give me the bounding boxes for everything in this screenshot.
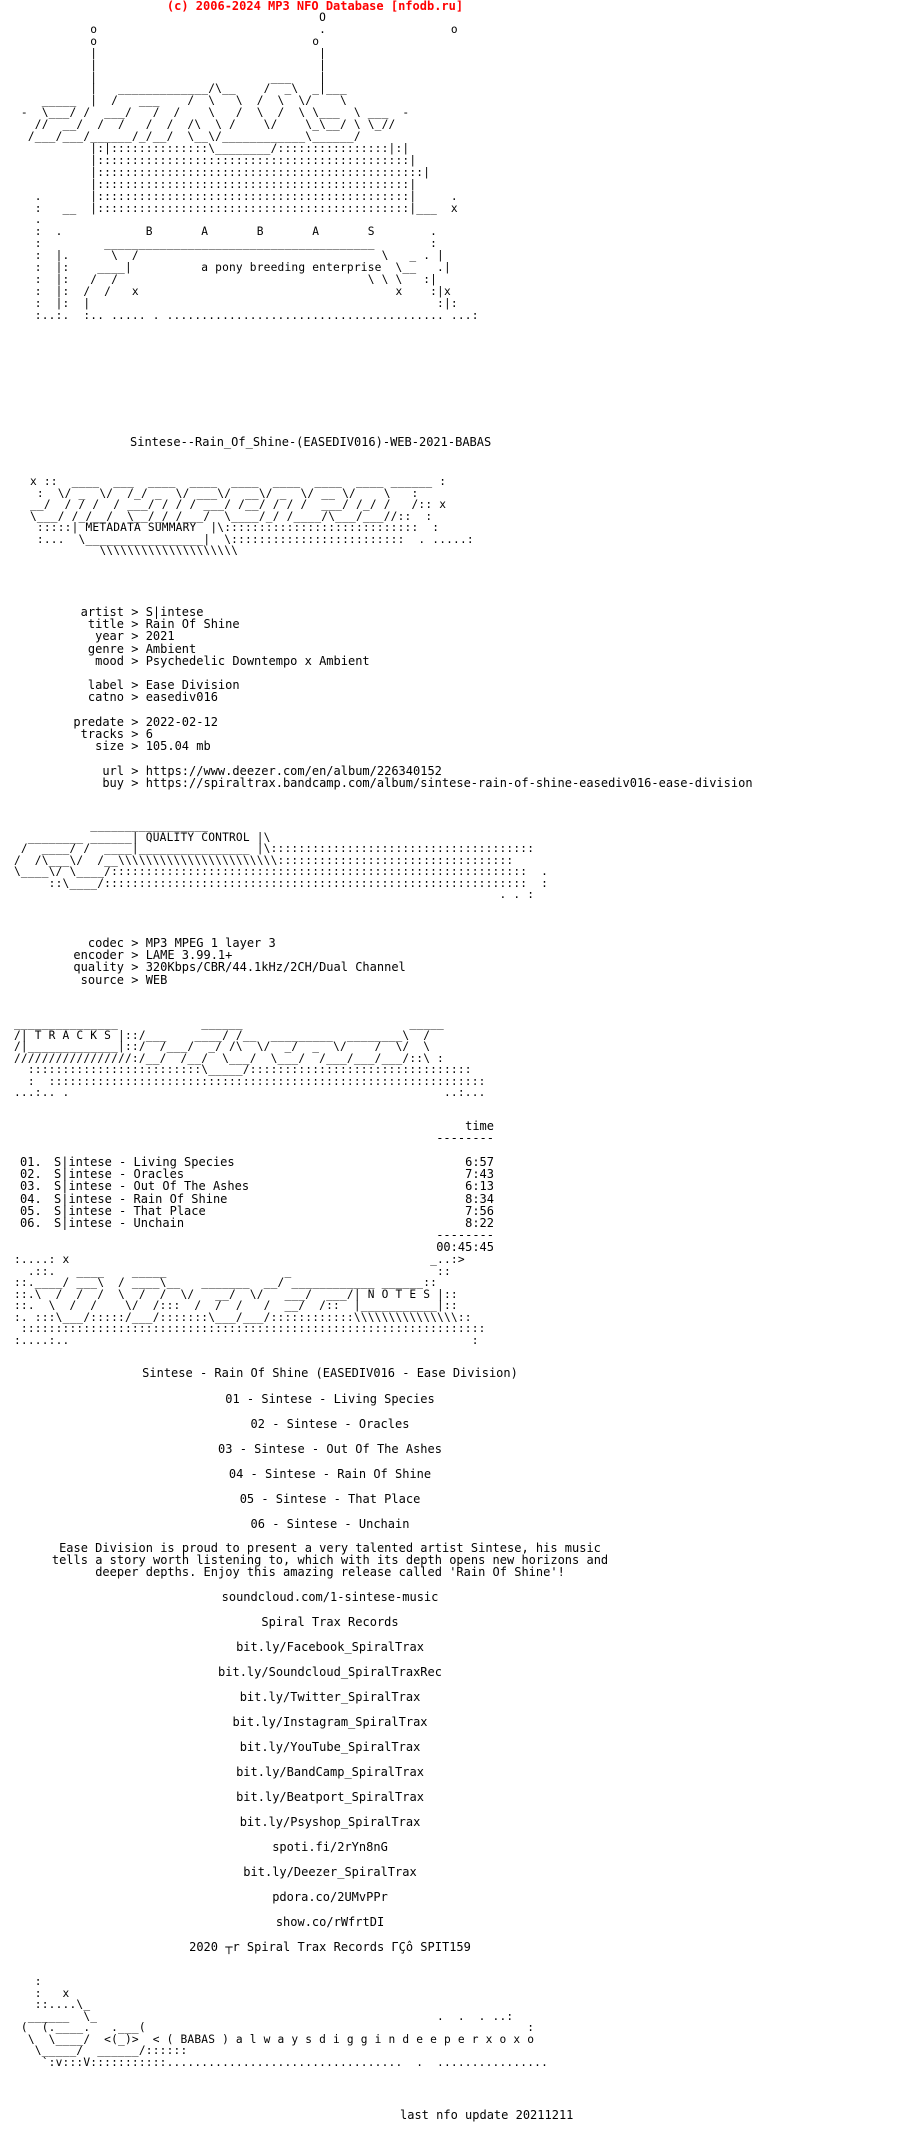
notes-track: 05 - Sintese - That Place xyxy=(239,1492,421,1506)
notes-link[interactable]: show.co/rWfrtDI xyxy=(275,1915,385,1929)
notes-link[interactable]: bit.ly/Deezer_SpiralTrax xyxy=(243,1865,417,1879)
meta-value: 6 xyxy=(145,727,153,742)
meta-value: easediv016 xyxy=(145,690,218,705)
meta-year: year > 2021 xyxy=(68,630,753,642)
quality-key: encoder xyxy=(73,948,124,963)
quality-codec: codec > MP3 MPEG 1 layer 3 xyxy=(68,937,406,949)
meta-size: size > 105.04 mb xyxy=(68,740,753,752)
track-row xyxy=(20,1205,620,1217)
meta-buy[interactable]: buy > https://spiraltrax.bandcamp.com/album/sintese-rain-of-shine-easediv016-ease-division xyxy=(68,777,753,789)
quality-control-banner: _________________ ________ ______| QUALITY CONTROL |\ / ____/ / ____|________________ |\:::::::::::::::::::::::::::::::::::::: / /\___\/ /__\\\\\\\\\\\\\\\\\\\\\\\:::::::::::::::::::::::::::::::::: \____\/ \____/:::::::::::::::::::::::::::::::::::::::::::::::::::::::::::: . ::\____/::::::::::::::::::::::::::::::::::::::::::::::::::::::::::::: : . . : xyxy=(14,819,549,901)
babas-footer-ascii: : : x ::....\_ ______ \_ . . . ..: ( (.____. .___( : \ \____/ <(_)> < ( BABAS ) a l w a y s d i g g i n d e e p e r x o x o \_____/ ______/:::::: `:v:::V:::::::::::.................................. . ................ xyxy=(20,1975,549,2069)
quality-encoder: encoder > LAME 3.99.1+ xyxy=(68,949,406,961)
notes-heading: Sintese - Rain Of Shine (EASEDIV016 - Ease Division) xyxy=(142,1366,518,1380)
quality-quality: quality > 320Kbps/CBR/44.1kHz/2CH/Dual Channel xyxy=(68,961,406,973)
notes-link[interactable]: bit.ly/Twitter_SpiralTrax xyxy=(239,1690,421,1704)
meta-value: 105.04 mb xyxy=(145,739,211,754)
meta-catno: catno > easediv016 xyxy=(68,691,753,703)
total-time: 00:45:45 xyxy=(436,1239,494,1254)
babas-logo-ascii: O o . o o o | | | | | ___ | | _____________/\__ / _\ _|___ _____ | / ___ / \ \ / \ \/ \ - \___/ / ___/ / / \ / \ / \ \___ \ ___ - // __/ / / / / /\ \ / \/ \_\__/ \ \_// /___/___/______/_/__/ \__\/____________\______/ |:|::::::::::::::\________/::::::::::::::::|:| |:::::::::::::::::::::::::::::::::::::::::::::| |:::::::::::::::::::::::::::::::::::::::::::::::| |:::::::::::::::::::::::::::::::::::::::::::::| . |:::::::::::::::::::::::::::::::::::::::::::::| . : __ |:::::::::::::::::::::::::::::::::::::::::::::|___ x . : . B A B A S . : _______________________________________ : : |. \ / \ _ . | : |: ____| a pony breeding enterprise \__ .| : |: / / \ \ \ :| : |: / / x x :|x : |: | :|: :..:. :.. ..... . ........................................ ...: xyxy=(20,11,479,322)
release-name: Sintese--Rain_Of_Shine-(EASEDIV016)-WEB-2021-BABAS xyxy=(130,435,492,449)
meta-label: label > Ease Division xyxy=(68,679,753,691)
meta-value: S|intese xyxy=(145,605,204,619)
meta-key: buy xyxy=(102,775,124,790)
notes-link[interactable]: bit.ly/Beatport_SpiralTrax xyxy=(236,1790,424,1804)
time-rule: -------- xyxy=(436,1131,494,1146)
site-header: (c) 2006-2024 MP3 NFO Database [nfodb.ru] xyxy=(166,0,464,13)
quality-list xyxy=(68,937,406,986)
meta-predate: predate > 2022-02-12 xyxy=(68,716,753,728)
notes-banner: :....: x _..:> .::. ____ _____ _ :: ::.____/ ___\ / ____\__ _______ __/ ____________ ______:: ::.\ / / / \ / / \/ __/ \/ ___/ ___/| N O T E S |:: ::. \ / / \/ /::: / / / / __/ /:: |___________|:: :. :::\___/:::::/___/:::::::\___/___/::::::::::::\\\\\\\\\\\\\\\:: ::::::::::::::::::::::::::::::::::::::::::::::::::::::::::::::::::: :....:.. : xyxy=(14,1253,486,1347)
track-number: 06. xyxy=(20,1215,42,1230)
track-number: 05. xyxy=(20,1203,42,1218)
notes-link[interactable]: pdora.co/2UMvPPr xyxy=(272,1890,388,1904)
meta-value: https://www.deezer.com/en/album/226340152 xyxy=(145,763,442,778)
quality-value: LAME 3.99.1+ xyxy=(145,948,233,963)
quality-key: quality xyxy=(73,960,124,975)
track-row xyxy=(20,1193,620,1205)
track-number: 04. xyxy=(20,1191,42,1206)
meta-key: artist xyxy=(80,605,124,619)
track-title: S|intese - Unchain xyxy=(54,1215,185,1230)
track-number: 01. xyxy=(20,1155,42,1170)
meta-genre: genre > Ambient xyxy=(68,643,753,655)
meta-key: year xyxy=(95,629,124,644)
meta-key: genre xyxy=(87,641,124,656)
tracks-banner: _______________ ______ _____ /| T R A C K S |::/___ ____/ /__ _________ ________\ / /|_____________|::/ /___/ _/ /\ \/ _/ _ \/ / \/ \ /////////////////:/__/ /__/ \___/ \___/ /___/___/___/::\ : :::::::::::::::::::::::::\_____/:::::::::::::::::::::::::::::::: : ::::::::::::::::::::::::::::::::::::::::::::::::::::::::::::::: ...:.. . ..:... xyxy=(14,1017,486,1099)
meta-value: 2021 xyxy=(145,629,175,644)
notes-link[interactable]: bit.ly/Facebook_SpiralTrax xyxy=(236,1640,424,1654)
meta-value: Ambient xyxy=(145,641,197,656)
track-title: S|intese - Oracles xyxy=(54,1167,185,1182)
notes-link[interactable]: soundcloud.com/1-sintese-music xyxy=(221,1590,439,1604)
notes-text: 2020 ┬r Spiral Trax Records ΓÇô SPIT159 xyxy=(189,1940,471,1954)
notes-link[interactable]: bit.ly/YouTube_SpiralTrax xyxy=(239,1740,421,1754)
track-row xyxy=(20,1180,620,1192)
last-update: last nfo update 20211211 xyxy=(400,2108,574,2122)
meta-value: 2022-02-12 xyxy=(145,714,218,729)
notes-track: 01 - Sintese - Living Species xyxy=(225,1392,435,1406)
notes-section xyxy=(30,1366,630,1965)
meta-key: catno xyxy=(87,690,124,705)
time-header: time xyxy=(465,1119,494,1133)
track-row xyxy=(20,1217,620,1229)
meta-key: label xyxy=(87,678,124,693)
meta-key: mood xyxy=(95,653,124,668)
notes-track: 03 - Sintese - Out Of The Ashes xyxy=(218,1442,442,1456)
meta-url[interactable]: url > https://www.deezer.com/en/album/226340152 xyxy=(68,765,753,777)
meta-value: Rain Of Shine xyxy=(145,617,240,632)
metadata-list xyxy=(68,606,753,789)
track-title: S|intese - Out Of The Ashes xyxy=(54,1179,250,1194)
quality-value: 320Kbps/CBR/44.1kHz/2CH/Dual Channel xyxy=(145,960,406,975)
notes-link[interactable]: spoti.fi/2rYn8nG xyxy=(272,1840,388,1854)
track-title: S|intese - Living Species xyxy=(54,1155,235,1170)
meta-artist: artist > S|intese xyxy=(68,606,753,618)
notes-track: 06 - Sintese - Unchain xyxy=(250,1517,410,1531)
quality-key: source xyxy=(80,972,124,987)
track-duration: 6:57 xyxy=(465,1155,494,1170)
track-title: S|intese - That Place xyxy=(54,1203,206,1218)
notes-link[interactable]: bit.ly/Psyshop_SpiralTrax xyxy=(239,1815,421,1829)
notes-link[interactable]: bit.ly/BandCamp_SpiralTrax xyxy=(236,1765,424,1779)
quality-value: WEB xyxy=(145,972,168,987)
meta-title: title > Rain Of Shine xyxy=(68,618,753,630)
meta-key: title xyxy=(87,617,124,632)
metadata-summary-banner: x :: ____ ___ ____ ____ ____ ____ ____ ____ ______ : : \/ _ \/ /_/ _ \/ ___\/ __\/ _ \/ __ \/ \ : __/ / / / / ___/ / / / ___/ /__/ / / / ___/ /_/ / /:: x \___/ /_/__/ \__/_/ /___/ \____/_/ /____/\___/___//:: : :::::| METADATA SUMMARY |\:::::::::::::::::::::::::::: : :... \_________________| \::::::::::::::::::::::::: . .....: \\\\\\\\\\\\\\\\\\\\ xyxy=(30,475,474,557)
notes-text: Spiral Trax Records xyxy=(261,1615,399,1629)
meta-key: size xyxy=(95,739,124,754)
notes-blurb: Ease Division is proud to present a very talented artist Sintese, his music tells a story worth listening to, which with its depth opens new horizons and deeper depths. Enjoy this amazing release called 'Rain Of Shine'! xyxy=(51,1541,609,1579)
quality-source: source > WEB xyxy=(68,974,406,986)
quality-key: codec xyxy=(87,936,124,950)
track-number: 02. xyxy=(20,1167,42,1182)
tracklist xyxy=(20,1120,620,1253)
track-number: 03. xyxy=(20,1179,42,1194)
track-duration: 8:34 xyxy=(465,1191,494,1206)
track-duration: 8:22 xyxy=(465,1215,494,1230)
track-duration: 6:13 xyxy=(465,1179,494,1194)
quality-value: MP3 MPEG 1 layer 3 xyxy=(145,936,276,950)
notes-track: 04 - Sintese - Rain Of Shine xyxy=(228,1467,432,1481)
meta-value: Ease Division xyxy=(145,678,240,693)
track-duration: 7:56 xyxy=(465,1203,494,1218)
track-title: S|intese - Rain Of Shine xyxy=(54,1191,228,1206)
meta-tracks: tracks > 6 xyxy=(68,728,753,740)
track-duration: 7:43 xyxy=(465,1167,494,1182)
total-rule: -------- xyxy=(436,1227,494,1242)
meta-mood: mood > Psychedelic Downtempo x Ambient xyxy=(68,655,753,667)
notes-link[interactable]: bit.ly/Soundcloud_SpiralTraxRec xyxy=(218,1665,442,1679)
meta-key: predate xyxy=(73,714,124,729)
notes-link[interactable]: bit.ly/Instagram_SpiralTrax xyxy=(232,1715,428,1729)
notes-track: 02 - Sintese - Oracles xyxy=(250,1417,410,1431)
meta-value: Psychedelic Downtempo x Ambient xyxy=(145,653,370,668)
meta-key: url xyxy=(102,763,124,778)
meta-value: https://spiraltrax.bandcamp.com/album/sintese-rain-of-shine-easediv016-ease-division xyxy=(145,775,753,790)
meta-key: tracks xyxy=(80,727,124,742)
